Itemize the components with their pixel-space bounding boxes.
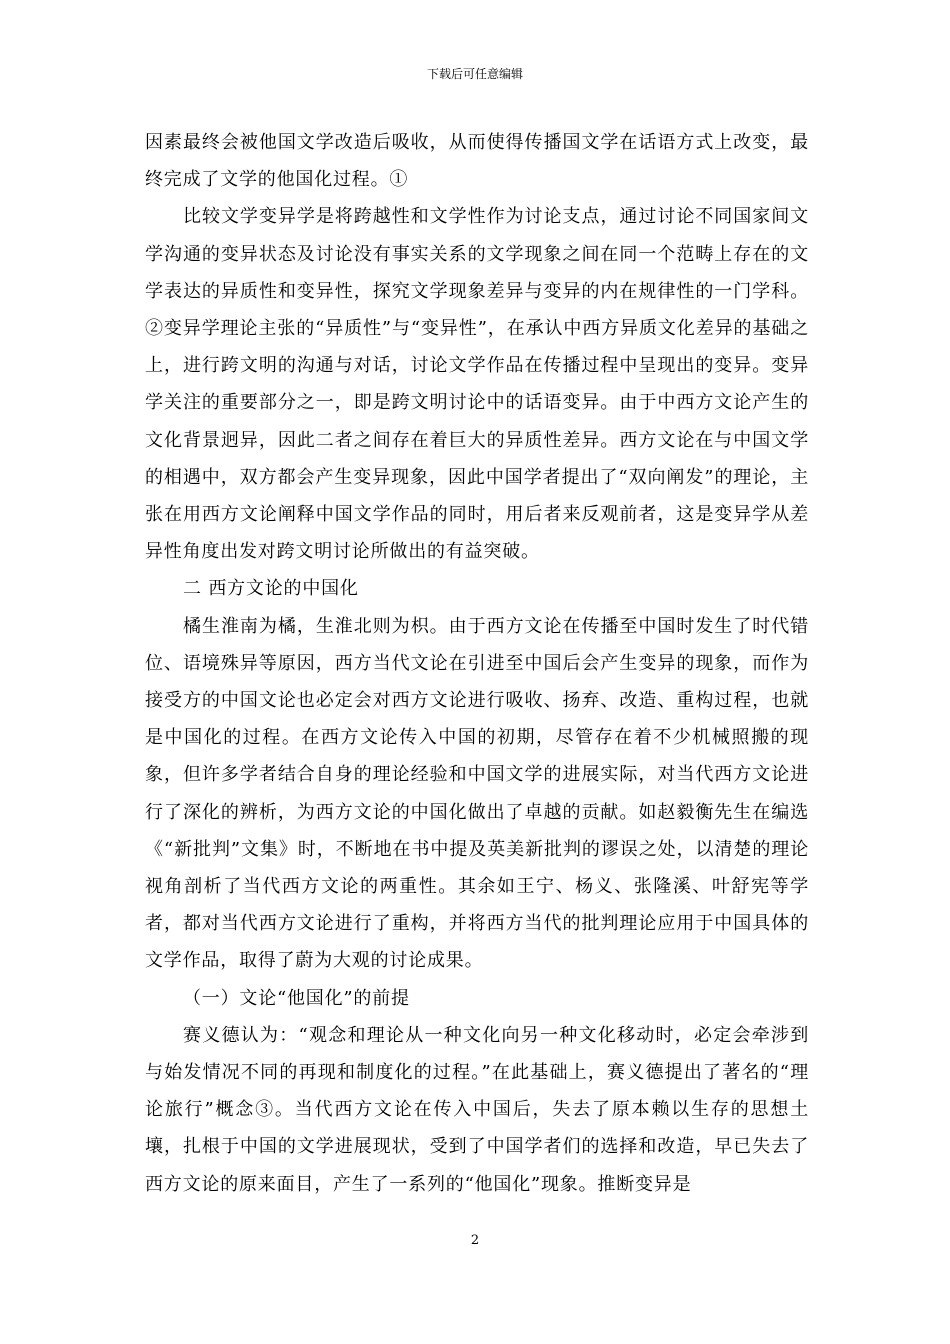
subsection-heading: （一）文论“他国化”的前提 (183, 987, 410, 1009)
page-header: 下载后可任意编辑 (426, 67, 523, 81)
page-number: 2 (470, 1233, 480, 1248)
document-body (145, 124, 809, 1203)
section-heading: 二 西方文论的中国化 (183, 578, 359, 600)
paragraph: 比较文学变异学是将跨越性和文学性作为讨论支点，通过讨论不同国家间文学沟通的变异状态及讨论没有事实关系的文学现象之间在同一个范畴上存在的文学表达的异质性和变异性，探究文学现象差异与变异的内在规律性的一门学科。②变异学理论主张的“异质性”与“变异性”，在承认中西方异质文化差异的基础之上，进行跨文明的沟通与对话，讨论文学作品在传播过程中呈现出的变异。变异学关注的重要部分之一，即是跨文明讨论中的话语变异。由于中西方文论产生的文化背景迥异，因此二者之间存在着巨大的异质性差异。西方文论在与中国文学的相遇中，双方都会产生变异现象，因此中国学者提出了“双向阐发”的理论，主张在用西方文论阐释中国文学作品的同时，用后者来反观前者，这是变异学从差异性角度出发对跨文明讨论所做出的有益突破。 (145, 206, 809, 563)
paragraph: 因素最终会被他国文学改造后吸收，从而使得传播国文学在话语方式上改变，最终完成了文学的他国化过程。① (145, 132, 809, 191)
paragraph: 橘生淮南为橘，生淮北则为枳。由于西方文论在传播至中国时发生了时代错位、语境殊异等原因，西方当代文论在引进至中国后会产生变异的现象，而作为接受方的中国文论也必定会对西方文论进行吸收、扬弃、改造、重构过程，也就是中国化的过程。在西方文论传入中国的初期，尽管存在着不少机械照搬的现象，但许多学者结合自身的理论经验和中国文学的进展实际，对当代西方文论进行了深化的辨析，为西方文论的中国化做出了卓越的贡献。如赵毅衡先生在编选《“新批判”文集》时，不断地在书中提及英美新批判的谬误之处，以清楚的理论视角剖析了当代西方文论的两重性。其余如王宁、杨义、张隆溪、叶舒宪等学者，都对当代西方文论进行了重构，并将西方当代的批判理论应用于中国具体的文学作品，取得了蔚为大观的讨论成果。 (145, 615, 809, 972)
paragraph: 赛义德认为：“观念和理论从一种文化向另一种文化移动时，必定会牵涉到与始发情况不同的再现和制度化的过程。”在此基础上，赛义德提出了著名的“理论旅行”概念③。当代西方文论在传入中国后，失去了原本赖以生存的思想土壤，扎根于中国的文学进展现状，受到了中国学者们的选择和改造，早已失去了西方文论的原来面目，产生了一系列的“他国化”现象。推断变异是 (145, 1024, 809, 1195)
